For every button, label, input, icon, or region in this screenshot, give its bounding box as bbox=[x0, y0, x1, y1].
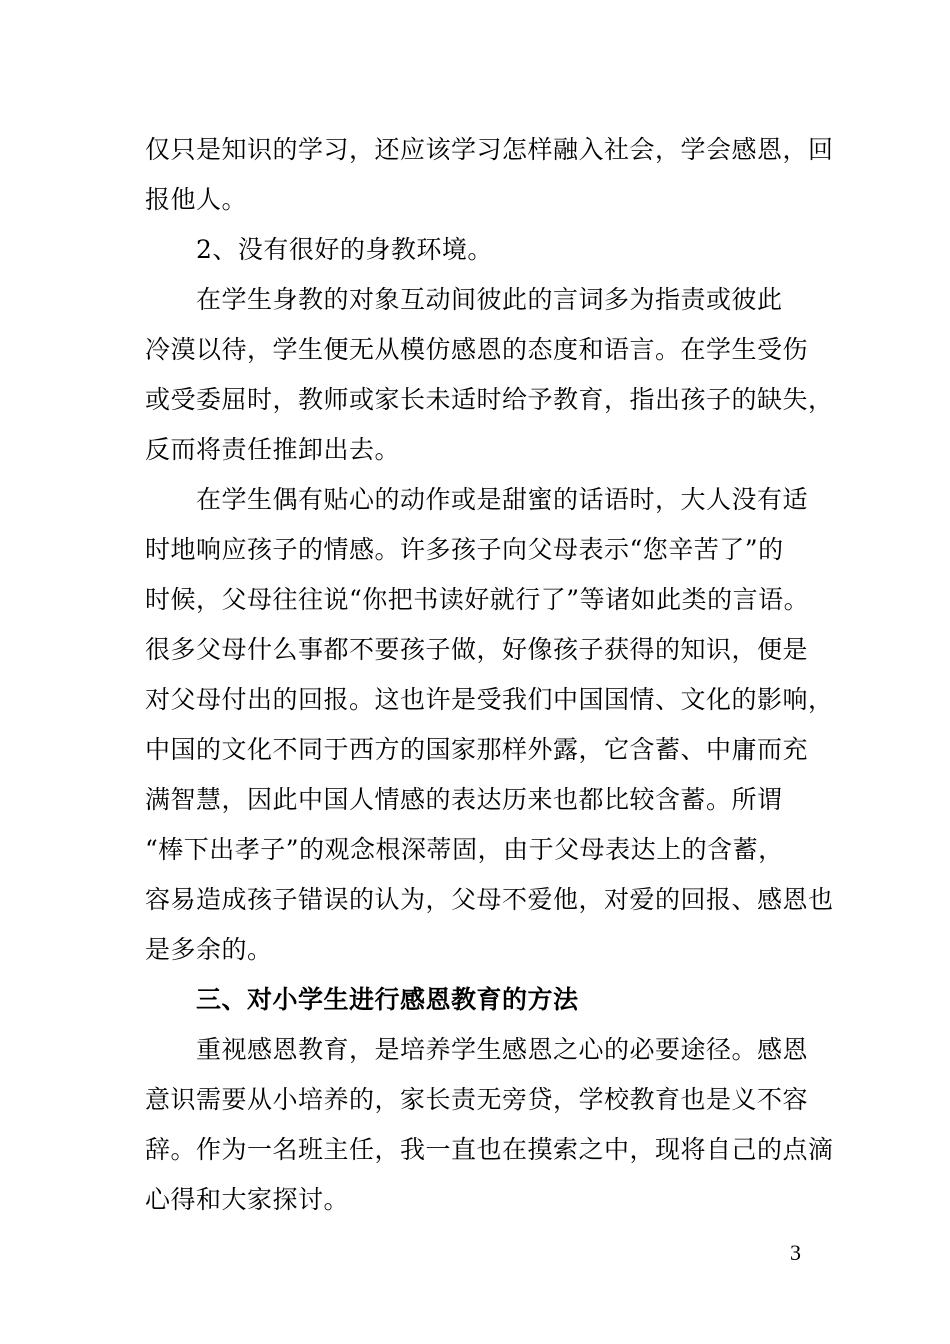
text-line: 意识需要从小培养的，家长责无旁贷，学校教育也是义不容 bbox=[145, 1085, 809, 1114]
text-line: 在学生偶有贴心的动作或是甜蜜的话语时，大人没有适 bbox=[145, 485, 809, 514]
text-line: 报他人。 bbox=[145, 185, 248, 214]
text-line: 满智慧，因此中国人情感的表达历来也都比较含蓄。所谓 bbox=[145, 785, 783, 814]
text-line: 心得和大家探讨。 bbox=[145, 1185, 350, 1214]
section-heading: 三、对小学生进行感恩教育的方法 bbox=[145, 985, 579, 1014]
text-line: 很多父母什么事都不要孩子做，好像孩子获得的知识，便是 bbox=[145, 635, 809, 664]
text-line: 时候，父母往往说“你把书读好就行了”等诸如此类的言语。 bbox=[145, 585, 810, 614]
text-line: 或受委屈时，教师或家长未适时给予教育，指出孩子的缺失， bbox=[145, 385, 834, 414]
text-line: 在学生身教的对象互动间彼此的言词多为指责或彼此 bbox=[145, 285, 783, 314]
text-line: 辞。作为一名班主任，我一直也在摸索之中，现将自己的点滴 bbox=[145, 1135, 834, 1164]
text-line: 中国的文化不同于西方的国家那样外露，它含蓄、中庸而充 bbox=[145, 735, 809, 764]
text-line: 重视感恩教育，是培养学生感恩之心的必要途径。感恩 bbox=[145, 1035, 809, 1064]
text-line: 冷漠以待，学生便无从模仿感恩的态度和语言。在学生受伤 bbox=[145, 335, 809, 364]
text-line: 是多余的。 bbox=[145, 935, 273, 964]
text-line: 2、没有很好的身教环境。 bbox=[145, 235, 493, 264]
page-number: 3 bbox=[790, 1240, 801, 1265]
text-line: 时地响应孩子的情感。许多孩子向父母表示“您辛苦了”的 bbox=[145, 535, 784, 564]
text-line: “棒下出孝子”的观念根深蒂固，由于父母表达上的含蓄， bbox=[145, 835, 784, 864]
text-line: 对父母付出的回报。这也许是受我们中国国情、文化的影响， bbox=[145, 685, 834, 714]
text-line: 容易造成孩子错误的认为，父母不爱他，对爱的回报、感恩也 bbox=[145, 885, 834, 914]
text-line: 反而将责任推卸出去。 bbox=[145, 435, 401, 464]
text-line: 仅只是知识的学习，还应该学习怎样融入社会，学会感恩，回 bbox=[145, 135, 834, 164]
